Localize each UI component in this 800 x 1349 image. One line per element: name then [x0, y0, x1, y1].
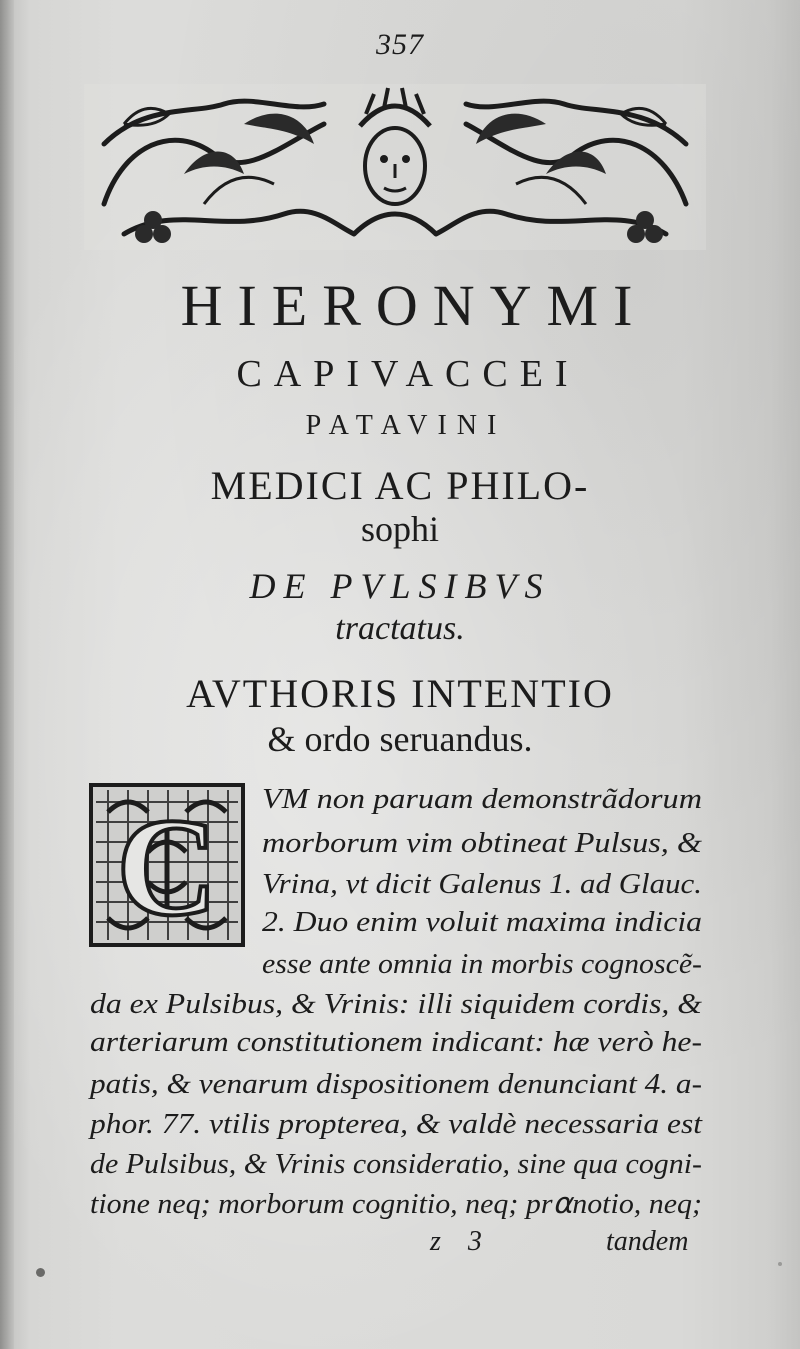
page-number: 357 [376, 28, 424, 61]
text-line: VM non paruam demonstrãdorum [262, 783, 702, 815]
text-line: morborum vim obtineat Pulsus, & [262, 827, 702, 859]
ink-speck [778, 1262, 782, 1266]
treatise-title: DE PVLSIBVS [249, 566, 551, 606]
text-line: phor. 77. vtilis propterea, & valdè necessaria est [90, 1108, 702, 1140]
ornamental-initial-c-icon [88, 782, 246, 948]
author-surname: CAPIVACCEI [236, 353, 580, 395]
treatise-subtitle: tractatus. [335, 610, 465, 647]
section-subheading: & ordo seruandus. [267, 719, 533, 759]
text-line: de Pulsibus, & Vrinis consideratio, sine qua cogni- [90, 1148, 702, 1180]
foliage-mask-headpiece-icon [84, 84, 706, 250]
initial-letter: C [116, 790, 218, 945]
text-line: tione neq; morborum cognitio, neq; pr⍺notio, neq; [90, 1188, 702, 1220]
text-line: arteriarum constitutionem indicant: hæ verò he- [90, 1026, 702, 1058]
ink-speck [36, 1268, 45, 1277]
catchword: tandem [606, 1226, 689, 1257]
text-line: da ex Pulsibus, & Vrinis: illi siquidem cordis, & [90, 988, 702, 1020]
section-heading: AVTHORIS INTENTIO [186, 671, 614, 716]
author-origin: PATAVINI [305, 410, 507, 441]
author-profession: MEDICI AC PHILO- [210, 463, 590, 508]
text-line: esse ante omnia in morbis cognoscẽ- [262, 948, 702, 980]
author-name: HIERONYMI [180, 273, 648, 338]
signature-mark: z 3 [430, 1226, 492, 1257]
text-line: 2. Duo enim voluit maxima indicia [262, 906, 702, 938]
text-line: Vrina, vt dicit Galenus 1. ad Glauc. [262, 868, 702, 900]
author-profession-cont: sophi [360, 509, 439, 549]
text-line: patis, & venarum dispositionem denunciant 4. a- [90, 1068, 702, 1100]
